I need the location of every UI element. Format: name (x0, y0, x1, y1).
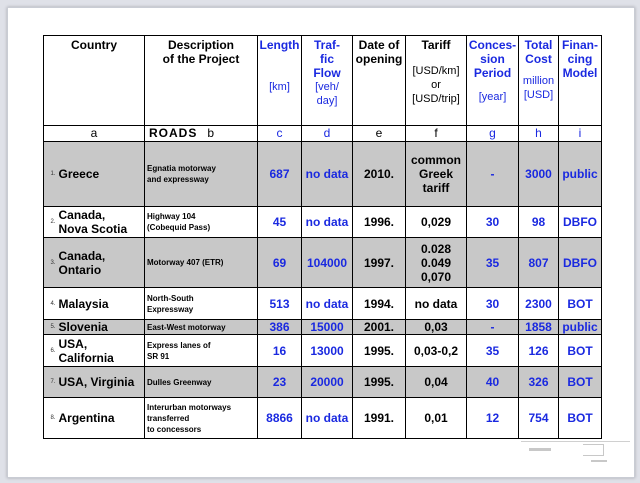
date-cell: 1996. (353, 207, 406, 238)
header-description: Description of the Project (145, 36, 258, 126)
overlay-mark (591, 460, 607, 462)
header-length: Length [km] (258, 36, 302, 126)
country-cell: USA, Virginia (57, 367, 145, 398)
letter-a: a (44, 126, 145, 142)
financing-cell: DBFO (559, 238, 602, 288)
financing-cell: BOT (559, 335, 602, 367)
header-tariff: Tariff [USD/km] or [USD/trip] (406, 36, 467, 126)
header-country: Country (44, 36, 145, 126)
table-row (44, 398, 602, 439)
traffic-flow-cell: no data (302, 207, 353, 238)
length-cell: 69 (258, 238, 302, 288)
traffic-flow-cell: 104000 (302, 238, 353, 288)
description-cell: North-South Expressway (145, 288, 258, 320)
traffic-flow-cell: 13000 (302, 335, 353, 367)
cost-cell: 807 (519, 238, 559, 288)
table-row (44, 320, 602, 335)
letter-h: h (519, 126, 559, 142)
column-letter-row (44, 126, 602, 142)
traffic-flow-cell: 15000 (302, 320, 353, 335)
length-cell: 45 (258, 207, 302, 238)
header-row (44, 36, 602, 126)
date-cell: 1997. (353, 238, 406, 288)
traffic-flow-cell: no data (302, 398, 353, 439)
header-concession-period: Conces- sion Period [year] (467, 36, 519, 126)
letter-e: e (353, 126, 406, 142)
financing-cell: public (559, 142, 602, 207)
overlay-mark (529, 448, 551, 451)
row-number: 4. (44, 288, 57, 320)
table-row (44, 142, 602, 207)
country-cell: Canada, Ontario (57, 238, 145, 288)
header-total-cost: Total Cost million [USD] (519, 36, 559, 126)
page-corner-overlay (521, 441, 630, 474)
length-cell: 8866 (258, 398, 302, 439)
date-cell: 1994. (353, 288, 406, 320)
letter-i: i (559, 126, 602, 142)
concession-cell: 35 (467, 335, 519, 367)
tariff-cell: 0,03-0,2 (406, 335, 467, 367)
description-cell: Motorway 407 (ETR) (145, 238, 258, 288)
financing-cell: BOT (559, 367, 602, 398)
tariff-cell: 0,04 (406, 367, 467, 398)
traffic-flow-cell: no data (302, 142, 353, 207)
traffic-flow-cell: 20000 (302, 367, 353, 398)
overlay-mark (583, 444, 604, 456)
roads-concession-table (43, 35, 602, 439)
row-number: 3. (44, 238, 57, 288)
letter-roads-b: ROADS b (145, 126, 258, 142)
concession-cell: 30 (467, 207, 519, 238)
date-cell: 2010. (353, 142, 406, 207)
country-cell: Slovenia (57, 320, 145, 335)
description-cell: Dulles Greenway (145, 367, 258, 398)
concession-cell: 12 (467, 398, 519, 439)
letter-f: f (406, 126, 467, 142)
table-row (44, 238, 602, 288)
cost-cell: 2300 (519, 288, 559, 320)
date-cell: 1991. (353, 398, 406, 439)
description-cell: Egnatia motorway and expressway (145, 142, 258, 207)
concession-cell: 30 (467, 288, 519, 320)
letter-g: g (467, 126, 519, 142)
length-cell: 386 (258, 320, 302, 335)
description-cell: Highway 104 (Cobequid Pass) (145, 207, 258, 238)
country-cell: Malaysia (57, 288, 145, 320)
table-row (44, 207, 602, 238)
cost-cell: 326 (519, 367, 559, 398)
length-cell: 687 (258, 142, 302, 207)
letter-d: d (302, 126, 353, 142)
date-cell: 1995. (353, 335, 406, 367)
cost-cell: 1858 (519, 320, 559, 335)
date-cell: 1995. (353, 367, 406, 398)
financing-cell: BOT (559, 398, 602, 439)
header-financing-model: Finan- cing Model (559, 36, 602, 126)
tariff-cell: 0,029 (406, 207, 467, 238)
row-number: 2. (44, 207, 57, 238)
concession-cell: - (467, 320, 519, 335)
cost-cell: 3000 (519, 142, 559, 207)
tariff-cell: 0,01 (406, 398, 467, 439)
country-cell: Greece (57, 142, 145, 207)
concession-cell: 40 (467, 367, 519, 398)
tariff-cell: common Greek tariff (406, 142, 467, 207)
header-date-of-opening: Date of opening (353, 36, 406, 126)
length-cell: 513 (258, 288, 302, 320)
length-cell: 16 (258, 335, 302, 367)
tariff-cell: 0.028 0.049 0,070 (406, 238, 467, 288)
row-number: 7. (44, 367, 57, 398)
financing-cell: DBFO (559, 207, 602, 238)
description-cell: East-West motorway (145, 320, 258, 335)
concession-cell: 35 (467, 238, 519, 288)
letter-c: c (258, 126, 302, 142)
traffic-flow-cell: no data (302, 288, 353, 320)
row-number: 8. (44, 398, 57, 439)
financing-cell: BOT (559, 288, 602, 320)
country-cell: Canada, Nova Scotia (57, 207, 145, 238)
row-number: 5. (44, 320, 57, 335)
tariff-cell: 0,03 (406, 320, 467, 335)
table-row (44, 367, 602, 398)
description-cell: Express lanes of SR 91 (145, 335, 258, 367)
length-cell: 23 (258, 367, 302, 398)
tariff-cell: no data (406, 288, 467, 320)
country-cell: Argentina (57, 398, 145, 439)
row-number: 6. (44, 335, 57, 367)
cost-cell: 754 (519, 398, 559, 439)
date-cell: 2001. (353, 320, 406, 335)
table-row (44, 335, 602, 367)
row-number: 1. (44, 142, 57, 207)
concession-cell: - (467, 142, 519, 207)
table-row (44, 288, 602, 320)
country-cell: USA, California (57, 335, 145, 367)
financing-cell: public (559, 320, 602, 335)
cost-cell: 126 (519, 335, 559, 367)
cost-cell: 98 (519, 207, 559, 238)
description-cell: Interurban motorways transferred to concessors (145, 398, 258, 439)
header-traffic-flow: Traf- fic Flow [veh/ day] (302, 36, 353, 126)
